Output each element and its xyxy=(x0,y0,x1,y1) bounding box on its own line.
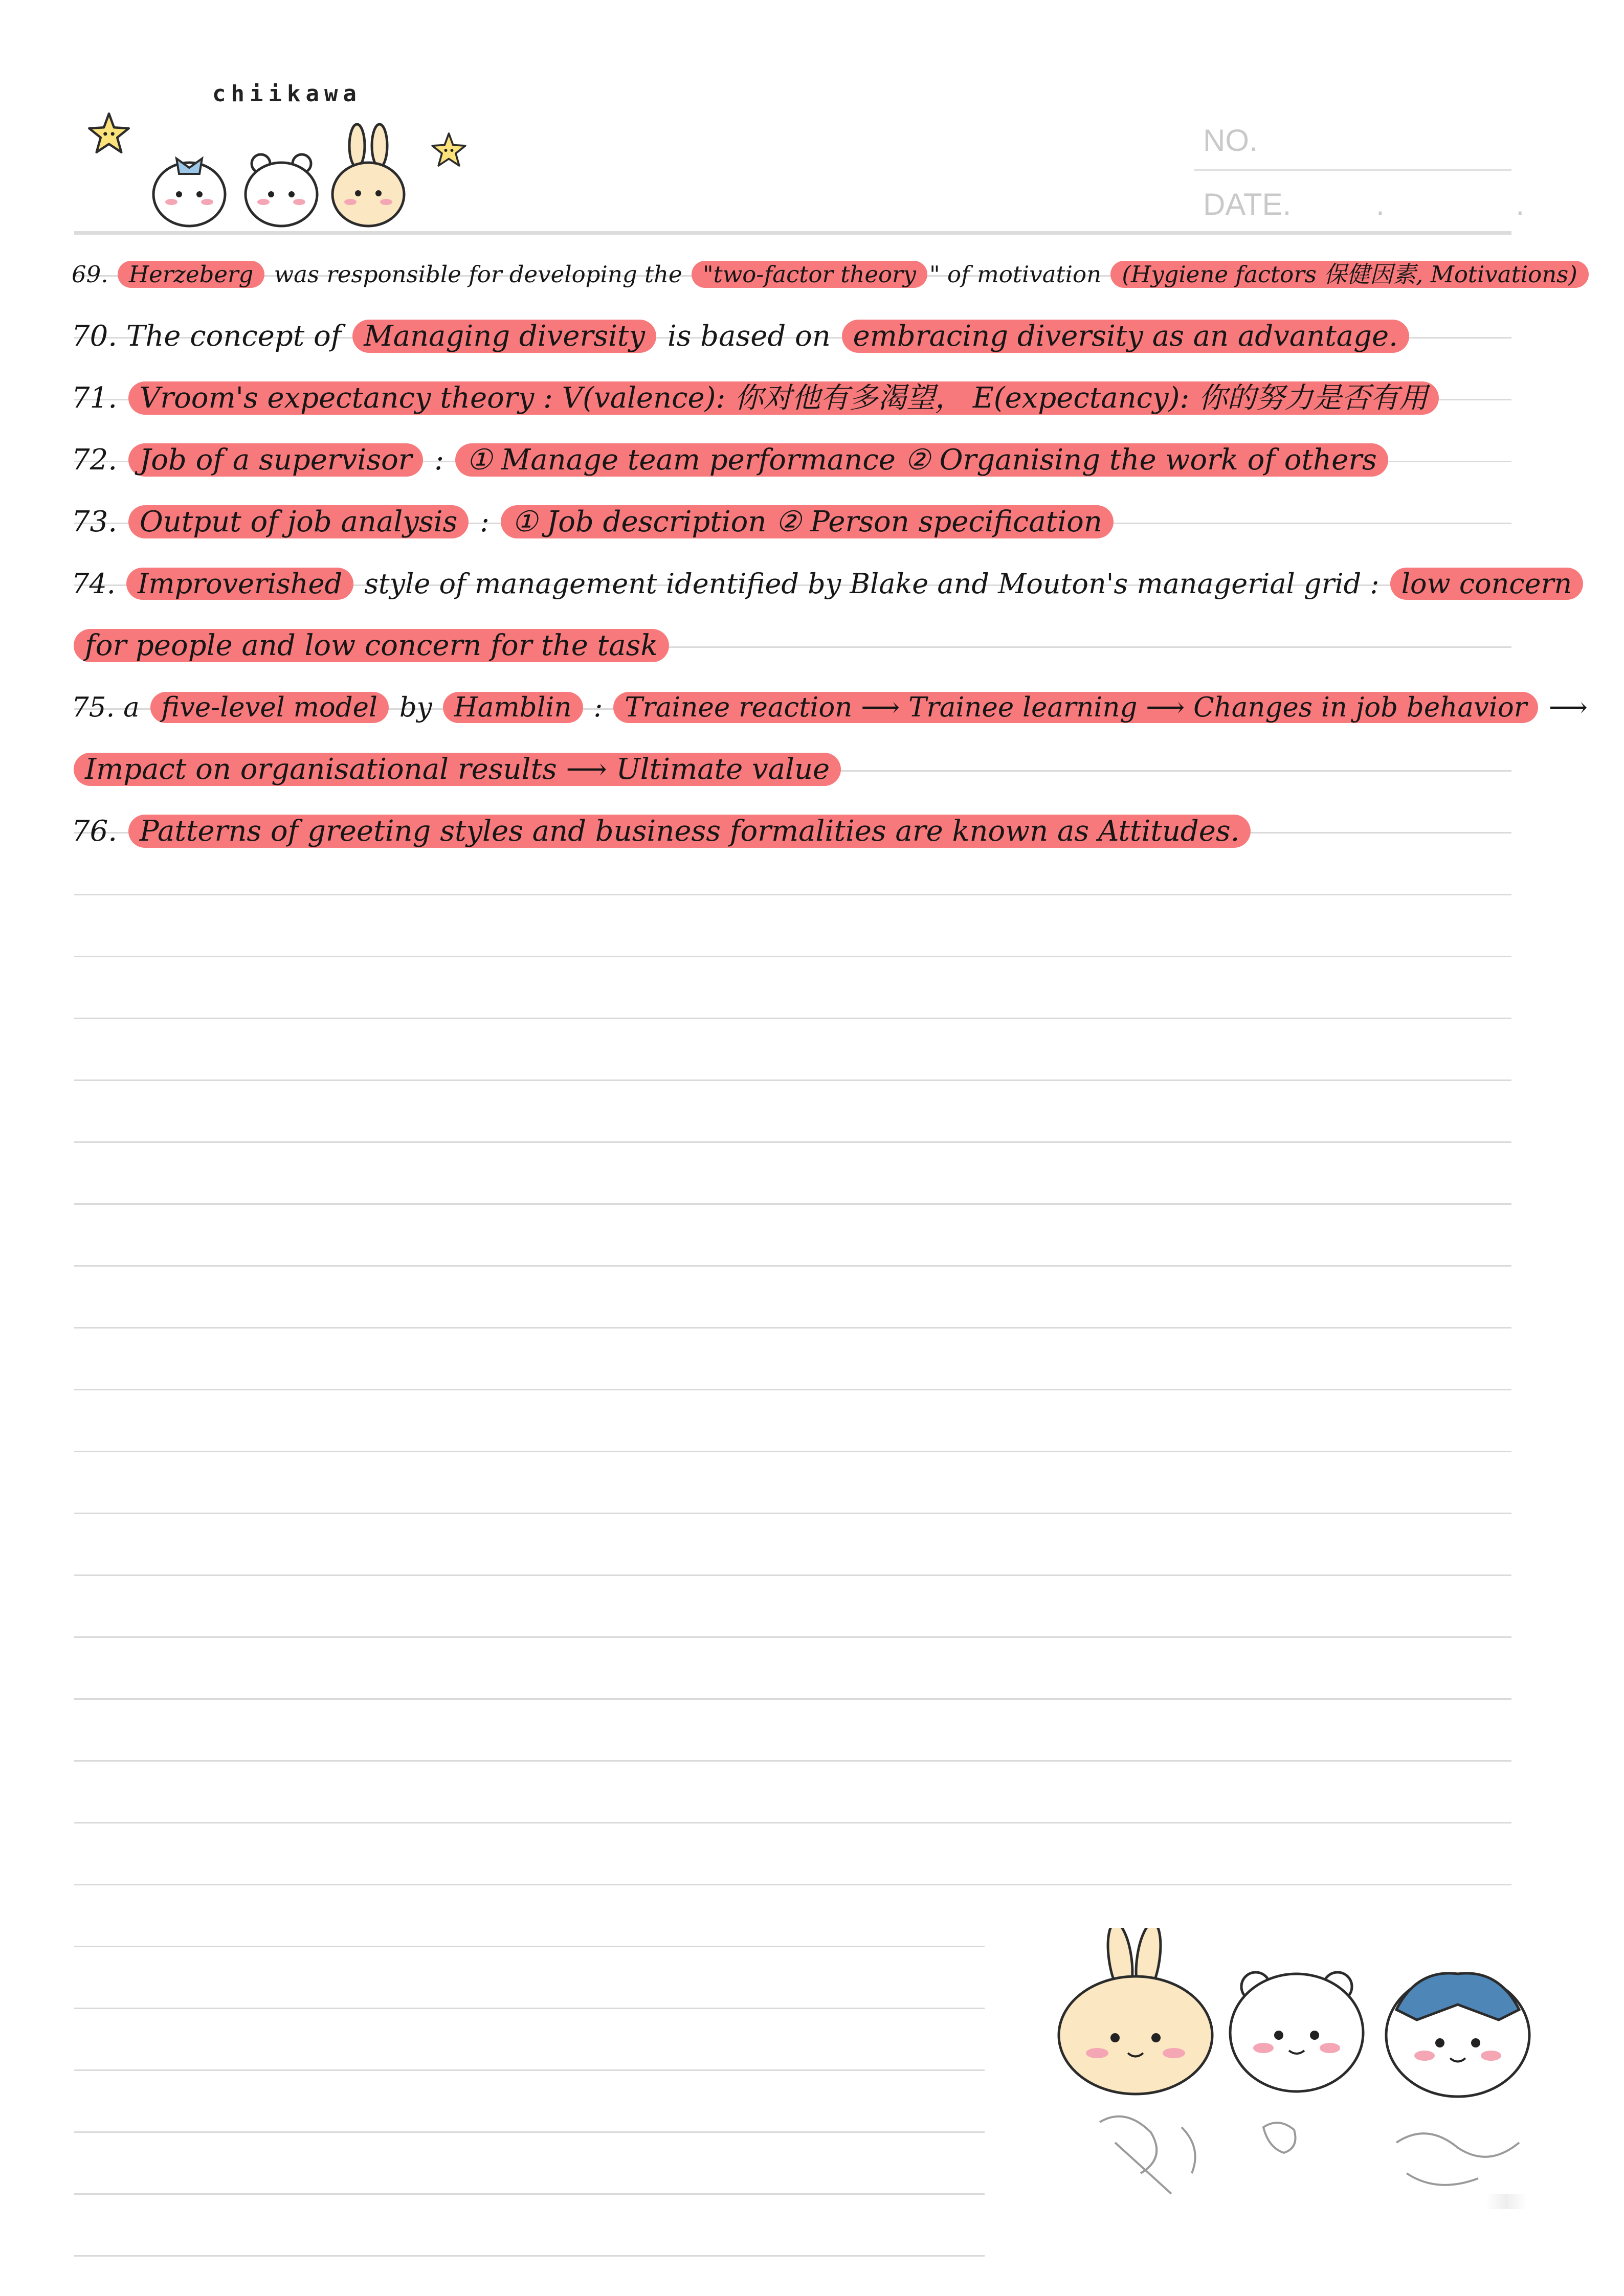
highlighted-text: embracing diversity as an advantage. xyxy=(842,320,1409,353)
note-text: 72. xyxy=(72,443,126,477)
note-text: by xyxy=(391,692,441,723)
highlighted-text: Trainee reaction ⟶ Trainee learning ⟶ Changes in job behavior xyxy=(613,692,1538,723)
highlighted-text: Hamblin xyxy=(443,692,583,723)
note-line xyxy=(72,623,671,669)
highlighted-text: ① Job description ② Person specification xyxy=(501,505,1114,538)
ruled-line xyxy=(74,2069,985,2071)
note-text: was responsible for developing the xyxy=(266,261,689,288)
note-text: 71. xyxy=(72,381,126,415)
no-label: NO. xyxy=(1203,123,1258,157)
hachiware-icon xyxy=(148,138,230,230)
ruled-line xyxy=(74,2255,985,2257)
ruled-line xyxy=(74,2193,985,2195)
ruled-line xyxy=(74,1946,985,1947)
ruled-line xyxy=(74,2131,985,2133)
ruled-line xyxy=(74,1327,1511,1329)
highlighted-text: ① Manage team performance ② Organising the work of others xyxy=(455,443,1388,477)
highlighted-text: Herzeberg xyxy=(118,261,264,288)
highlighted-text: (Hygiene factors 保健因素, Motivations) xyxy=(1110,261,1588,288)
note-text: style of management identified by Blake and Mouton's managerial grid : xyxy=(355,568,1388,600)
note-line xyxy=(72,747,843,793)
ruled-line xyxy=(74,1265,1511,1267)
ruled-line xyxy=(74,1698,1511,1700)
ruled-line xyxy=(74,956,1511,957)
ruled-line xyxy=(74,1760,1511,1762)
highlighted-text: low concern xyxy=(1390,568,1584,600)
highlighted-text: for people and low concern for the task xyxy=(74,629,669,662)
ruled-line xyxy=(74,1389,1511,1390)
watermark xyxy=(1486,2194,1527,2209)
note-text: : xyxy=(471,505,499,538)
ruled-line xyxy=(74,1884,1511,1885)
chiikawa-icon xyxy=(240,138,322,230)
ruled-line xyxy=(74,1574,1511,1576)
ruled-line xyxy=(74,1822,1511,1824)
ruled-line xyxy=(74,1079,1511,1081)
note-text: 70. The concept of xyxy=(72,320,351,353)
ruled-line xyxy=(74,1513,1511,1514)
note-line xyxy=(72,685,1588,731)
note-text: " of motivation xyxy=(929,261,1109,288)
no-underline xyxy=(1194,169,1511,171)
note-text: 69. xyxy=(72,261,116,288)
date-separators: . . xyxy=(1376,187,1586,221)
highlighted-text: Output of job analysis xyxy=(128,505,469,538)
highlighted-text: "two-factor theory xyxy=(692,261,927,288)
date-label: DATE. xyxy=(1203,187,1292,221)
highlighted-text: Managing diversity xyxy=(352,320,656,353)
ruled-line xyxy=(74,894,1511,895)
note-line xyxy=(72,313,1411,359)
highlighted-text: Improverished xyxy=(126,568,353,600)
ruled-line xyxy=(74,1141,1511,1143)
note-text: 73. xyxy=(72,505,126,538)
ruled-line xyxy=(74,1451,1511,1452)
star-icon xyxy=(430,130,468,169)
note-text: 75. a xyxy=(72,692,148,723)
note-text: 74. xyxy=(72,568,125,600)
note-text: : xyxy=(425,443,453,477)
mascots-illustration-icon xyxy=(1038,1928,1550,2245)
highlighted-text: Patterns of greeting styles and business formalities are known as Attitudes. xyxy=(128,815,1251,848)
ruled-line xyxy=(74,1018,1511,1019)
highlighted-text: Impact on organisational results ⟶ Ultimate value xyxy=(74,753,841,786)
note-line xyxy=(72,808,1253,854)
ruled-line xyxy=(74,1203,1511,1205)
note-line xyxy=(72,499,1116,545)
ruled-line xyxy=(74,1636,1511,1638)
ruled-line xyxy=(74,2008,985,2009)
brand-label: chiikawa xyxy=(212,81,362,107)
note-text: is based on xyxy=(658,320,840,353)
header-rule xyxy=(74,231,1511,235)
note-line xyxy=(72,252,1591,298)
highlighted-text: Vroom's expectancy theory : V(valence): 你对他有多渴望， E(expectancy): 你的努力是否有用 xyxy=(128,381,1439,415)
note-line xyxy=(72,561,1585,607)
highlighted-text: five-level model xyxy=(150,692,389,723)
note-text: 76. xyxy=(72,815,126,848)
usagi-icon xyxy=(327,123,409,230)
star-icon xyxy=(86,110,132,156)
highlighted-text: Job of a supervisor xyxy=(128,443,424,477)
note-line xyxy=(72,375,1441,421)
note-line xyxy=(72,437,1390,483)
note-text: ⟶ xyxy=(1540,692,1588,723)
note-text: : xyxy=(585,692,612,723)
